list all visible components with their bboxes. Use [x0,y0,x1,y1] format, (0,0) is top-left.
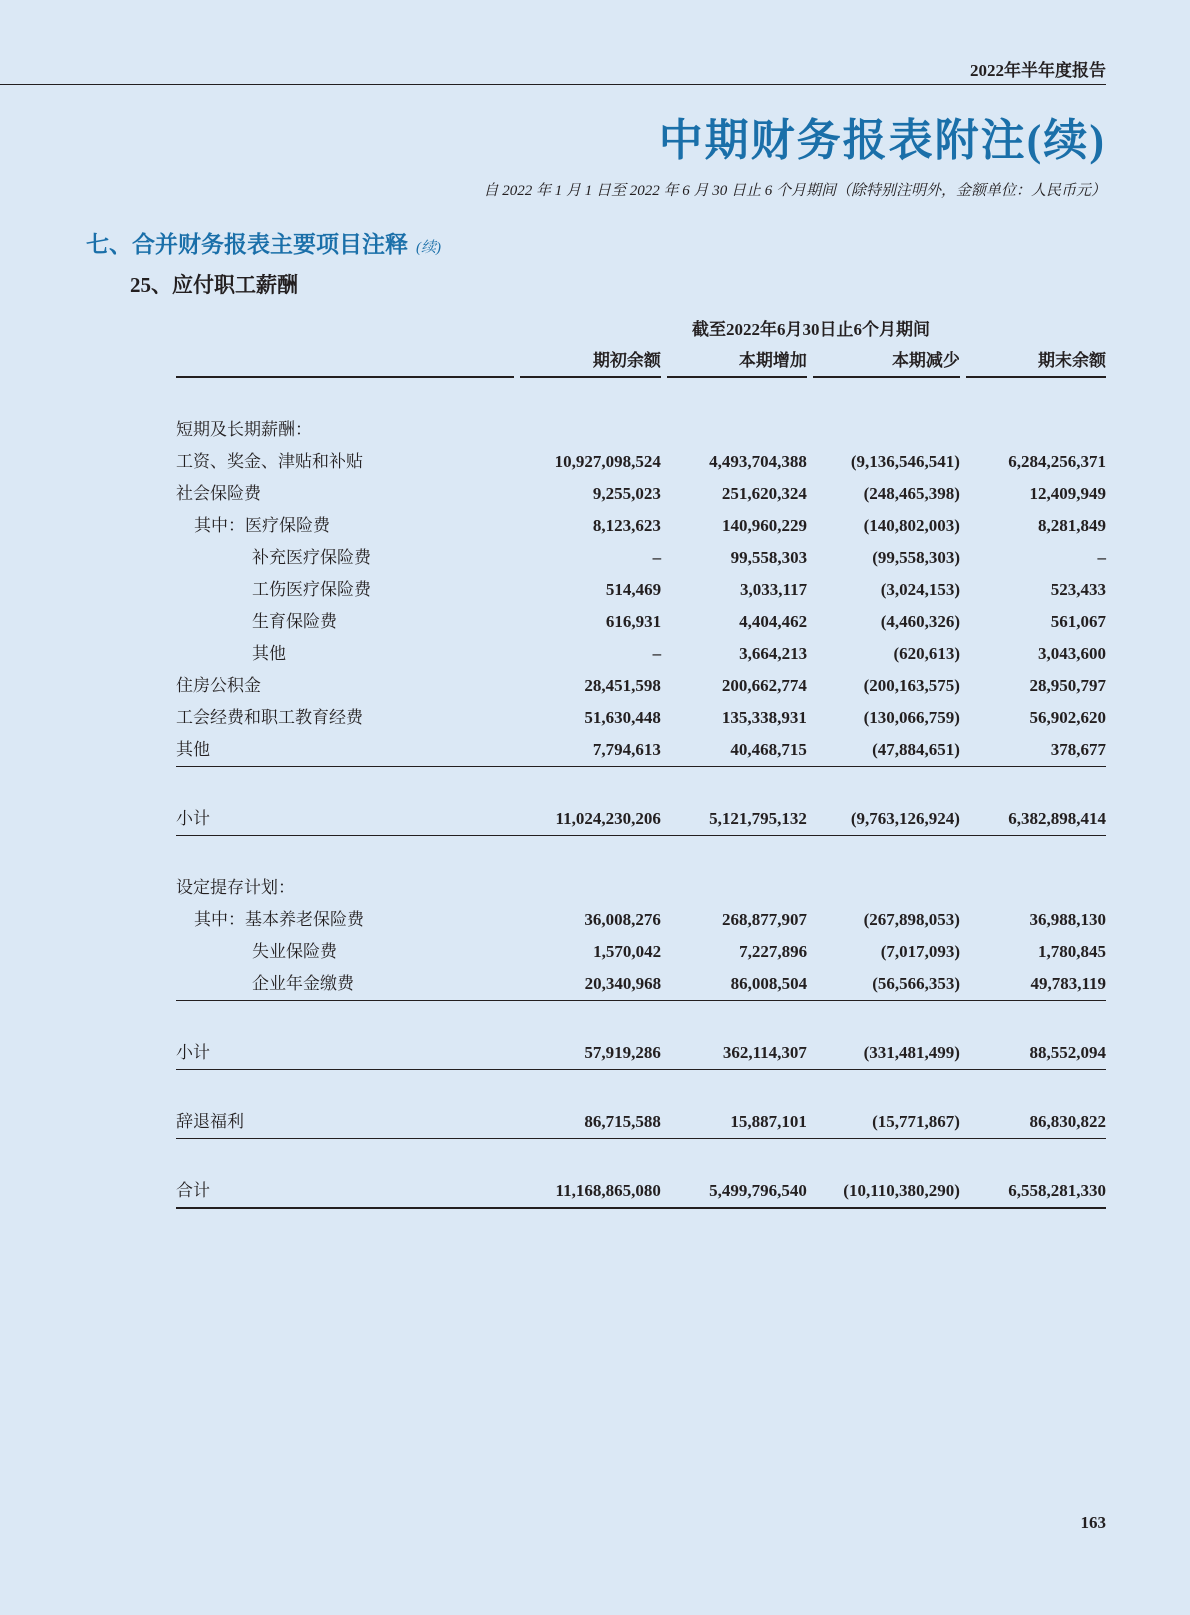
row-label: 住房公积金 [176,676,261,695]
increase-value: 7,227,896 [739,942,808,961]
decrease-value: (200,163,575) [863,676,960,695]
spacer [176,836,1106,872]
column-header-closing: 期末余额 [966,346,1106,378]
increase-value: 5,499,796,540 [709,1181,807,1200]
row-label: 企业年金缴费 [252,974,354,993]
increase-value: 3,033,117 [740,580,808,599]
row-label: 社会保险费 [176,484,261,503]
column-header-decrease: 本期减少 [813,346,960,378]
row-label: 工会经费和职工教育经费 [176,708,363,727]
increase-value: 135,338,931 [721,708,807,727]
row-label: 其他 [176,740,210,759]
column-header-increase: 本期增加 [667,346,807,378]
divider [176,1207,1106,1209]
table-row [176,968,1106,1000]
opening-value: 8,123,623 [592,516,661,535]
closing-value: 86,830,822 [1029,1112,1107,1131]
decrease-value: (267,898,053) [863,910,960,929]
closing-value: 12,409,949 [1029,484,1107,503]
increase-value: 86,008,504 [730,974,808,993]
row-label: 工伤医疗保险费 [252,580,371,599]
report-label: 2022年半年度报告 [970,61,1106,80]
row-label: 其他 [252,644,286,663]
period-header: 截至2022年6月30日止6个月期间 [692,320,930,339]
closing-value: 6,558,281,330 [1008,1181,1107,1200]
closing-value: 88,552,094 [1029,1043,1107,1062]
opening-value: 57,919,286 [584,1043,661,1062]
row-label: 小计 [176,809,210,828]
spacer [176,1001,1106,1037]
decrease-value: (4,460,326) [880,612,961,631]
increase-value: 140,960,229 [721,516,807,535]
group-title-defined-contribution [176,872,1106,904]
decrease-value: (140,802,003) [863,516,960,535]
closing-value: 3,043,600 [1038,644,1106,663]
decrease-value: (130,066,759) [863,708,960,727]
increase-value: 40,468,715 [730,740,807,759]
column-header-row [176,344,1106,378]
total-row [176,1175,1106,1207]
spacer [176,767,1106,803]
increase-value: 99,558,303 [730,548,808,567]
page-title: 中期财务报表附注(续) [658,116,1106,165]
opening-value: 10,927,098,524 [554,452,661,471]
table-row [176,574,1106,606]
spacer [176,1139,1106,1175]
opening-value: 616,931 [605,612,662,631]
decrease-value: (56,566,353) [872,974,961,993]
table-row [176,542,1106,574]
table-row [176,638,1106,670]
increase-value: 251,620,324 [721,484,807,503]
opening-value: 514,469 [605,580,662,599]
group-title-short-term [176,414,1106,446]
opening-value: – [652,644,662,663]
closing-value: 49,783,119 [1030,974,1106,993]
increase-value: 362,114,307 [722,1043,807,1062]
column-header-opening: 期初余额 [520,346,661,378]
subtotal-row [176,1037,1106,1069]
opening-value: 7,794,613 [592,740,661,759]
opening-value: 86,715,588 [584,1112,661,1131]
increase-value: 5,121,795,132 [709,809,807,828]
opening-value: 11,024,230,206 [555,809,661,828]
period-note: 自 2022 年 1 月 1 日至 2022 年 6 月 30 日止 6 个月期间（除特别注明外，金额单位：人民币元） [483,183,1106,199]
decrease-value: (15,771,867) [872,1112,960,1131]
decrease-value: (620,613) [893,644,961,663]
increase-value: 4,404,462 [739,612,808,631]
closing-value: 1,780,845 [1038,942,1106,961]
closing-value: 523,433 [1050,580,1106,599]
decrease-value: (248,465,398) [863,484,960,503]
decrease-value: (99,558,303) [872,548,961,567]
closing-value: 36,988,130 [1029,910,1106,929]
decrease-value: (47,884,651) [872,740,960,759]
opening-value: – [652,548,662,567]
table-row [176,510,1106,542]
table-row [176,606,1106,638]
closing-value: 56,902,620 [1029,708,1107,727]
label-column-header [176,371,514,378]
decrease-value: (3,024,153) [880,580,961,599]
section-heading-text: 七、合并财务报表主要项目注释 [86,232,408,257]
table-row [176,904,1106,936]
closing-value: 6,284,256,371 [1008,452,1107,471]
row-label: 失业保险费 [252,942,337,961]
closing-value: 28,950,797 [1029,676,1107,695]
table-row [176,446,1106,478]
closing-value: 6,382,898,414 [1008,809,1107,828]
increase-value: 4,493,704,388 [709,452,807,471]
opening-value: 1,570,042 [593,942,662,961]
opening-value: 51,630,448 [584,708,661,727]
decrease-value: (10,110,380,290) [843,1181,960,1200]
opening-value: 28,451,598 [584,676,661,695]
opening-value: 20,340,968 [584,974,662,993]
spacer [176,1070,1106,1106]
row-label: 设定提存计划： [176,878,295,897]
closing-value: 8,281,849 [1037,516,1106,535]
increase-value: 268,877,907 [721,910,807,929]
increase-value: 200,662,774 [721,676,807,695]
page-number: 163 [1080,1513,1106,1532]
table-row [176,734,1106,766]
row-label: 合计 [176,1181,210,1200]
row-label: 其中：医疗保险费 [194,516,330,535]
row-label: 辞退福利 [176,1112,244,1131]
opening-value: 36,008,276 [584,910,661,929]
row-label: 短期及长期薪酬： [176,420,312,439]
subtotal-row [176,803,1106,835]
row-label: 其中：基本养老保险费 [194,910,364,929]
payroll-table [176,316,1106,1209]
termination-row [176,1106,1106,1138]
increase-value: 3,664,213 [739,644,808,663]
table-row [176,478,1106,510]
closing-value: – [1097,548,1106,567]
table-row [176,670,1106,702]
opening-value: 9,255,023 [592,484,661,503]
section-heading [86,226,441,259]
row-label: 补充医疗保险费 [252,548,371,567]
row-label: 生育保险费 [252,612,337,631]
decrease-value: (9,763,126,924) [850,809,960,828]
decrease-value: (331,481,499) [863,1043,960,1062]
increase-value: 15,887,101 [730,1112,807,1131]
table-row [176,702,1106,734]
section-continued: (续) [416,240,441,256]
row-label: 小计 [176,1043,210,1062]
header-rule [0,84,1106,85]
opening-value: 11,168,865,080 [555,1181,661,1200]
note-heading: 25、应付职工薪酬 [130,273,298,297]
spacer [176,378,1106,414]
row-label: 工资、奖金、津贴和补贴 [176,452,363,471]
closing-value: 378,677 [1050,740,1107,759]
table-row [176,936,1106,968]
closing-value: 561,067 [1050,612,1106,631]
decrease-value: (9,136,546,541) [850,452,960,471]
decrease-value: (7,017,093) [880,942,961,961]
